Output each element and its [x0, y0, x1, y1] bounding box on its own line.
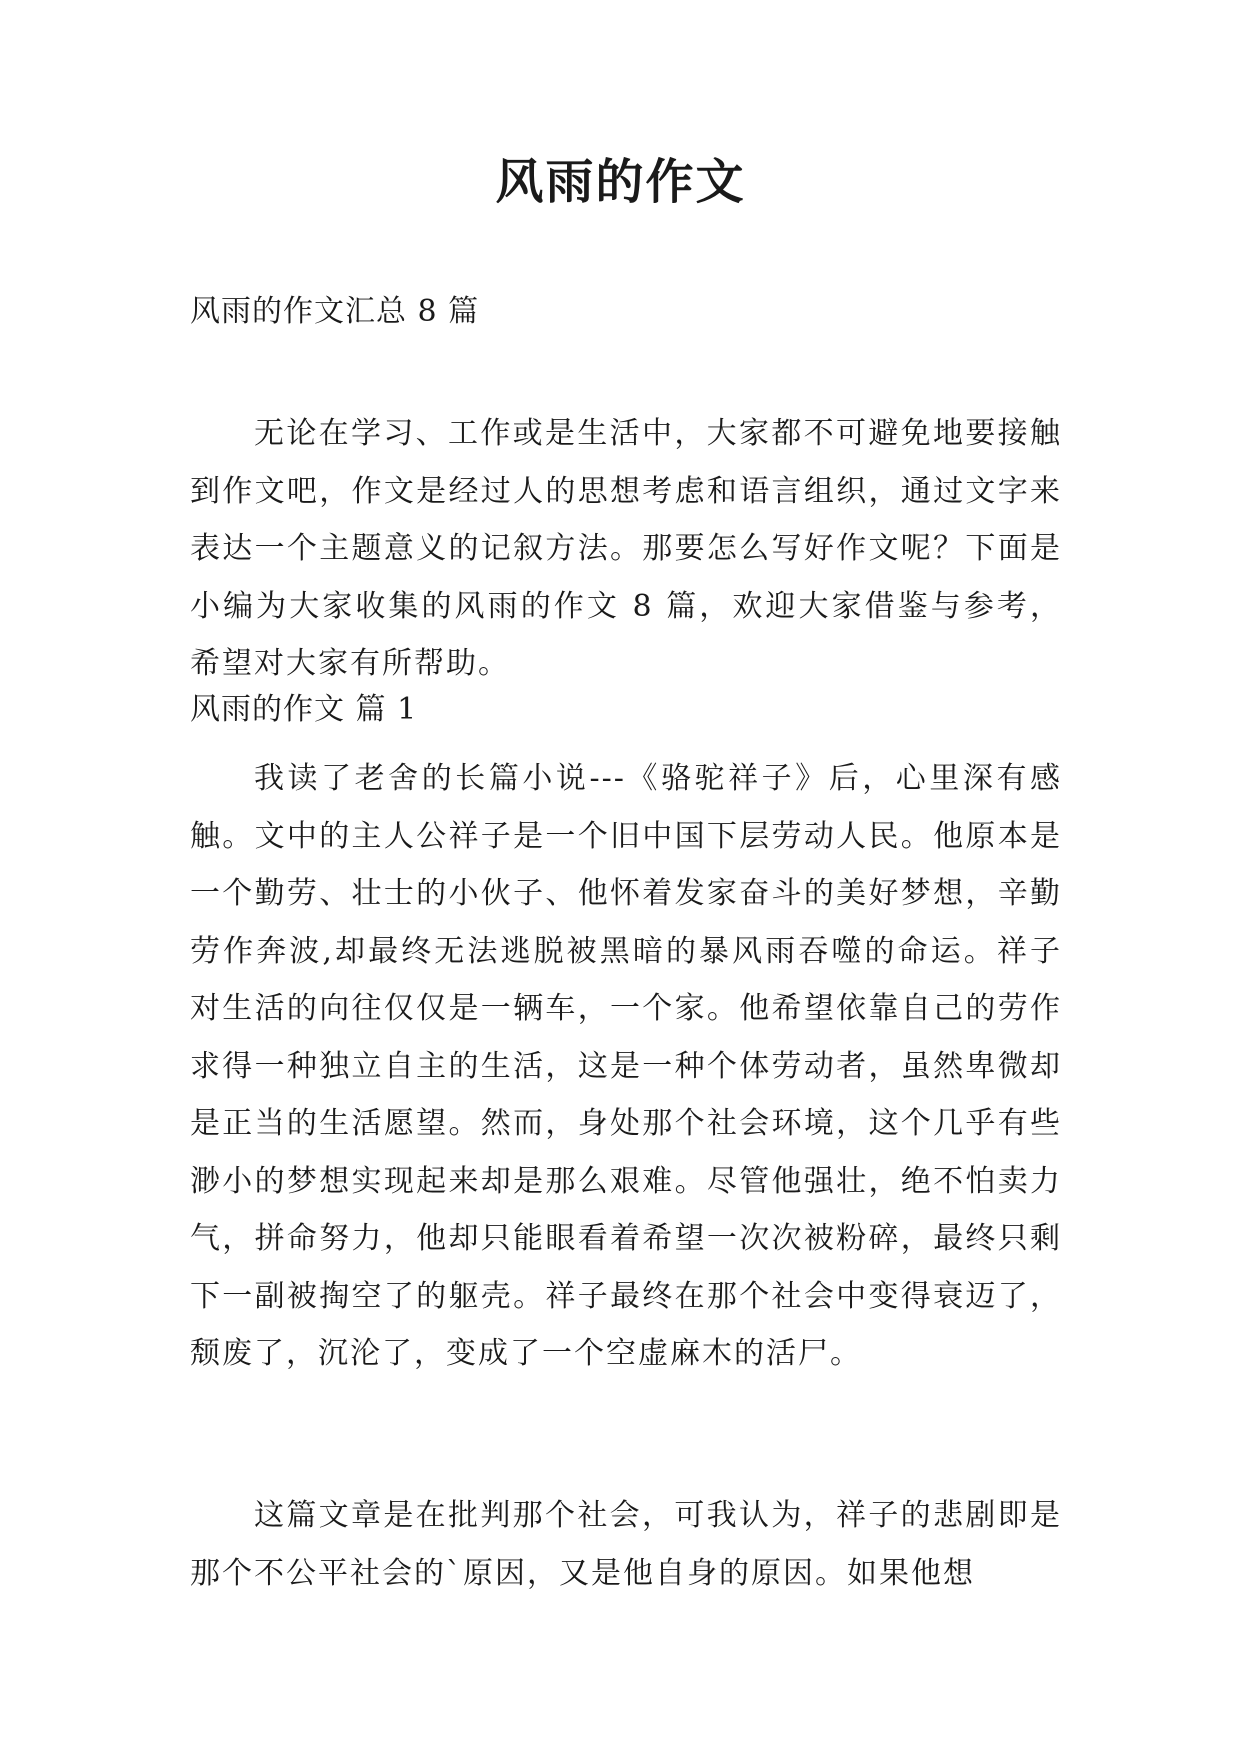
document-subtitle: 风雨的作文汇总 8 篇: [190, 294, 480, 329]
body-paragraph-2: 这篇文章是在批判那个社会，可我认为，祥子的悲剧即是那个不公平社会的`原因，又是他自身的原因。如果他想: [190, 1498, 1062, 1591]
body-paragraph-1: 我读了老舍的长篇小说---《骆驼祥子》后，心里深有感触。文中的主人公祥子是一个旧中国下层劳动人民。他原本是一个勤劳、壮士的小伙子、他怀着发家奋斗的美好梦想，辛勤劳作奔波,却最终无法逃脱被黑暗的暴风雨吞噬的命运。祥子对生活的向往仅仅是一辆车，一个家。他希望依靠自己的劳作求得一种独立自主的生活，这是一种个体劳动者，虽然卑微却是正当的生活愿望。然而，身处那个社会环境，这个几乎有些渺小的梦想实现起来却是那么艰难。尽管他强壮，绝不怕卖力气，拼命努力，他却只能眼看着希望一次次被粉碎，最终只剩下一副被掏空了的躯壳。祥子最终在那个社会中变得衰迈了，颓废了，沉沦了，变成了一个空虚麻木的活尸。: [190, 761, 1062, 1371]
section-heading: 风雨的作文 篇 1: [190, 692, 418, 727]
intro-paragraph: 无论在学习、工作或是生活中，大家都不可避免地要接触到作文吧，作文是经过人的思想考虑和语言组织，通过文字来表达一个主题意义的记叙方法。那要怎么写好作文呢？下面是小编为大家收集的风雨的作文 8 篇，欢迎大家借鉴与参考，希望对大家有所帮助。: [190, 416, 1062, 681]
document-title: 风雨的作文: [495, 154, 746, 210]
